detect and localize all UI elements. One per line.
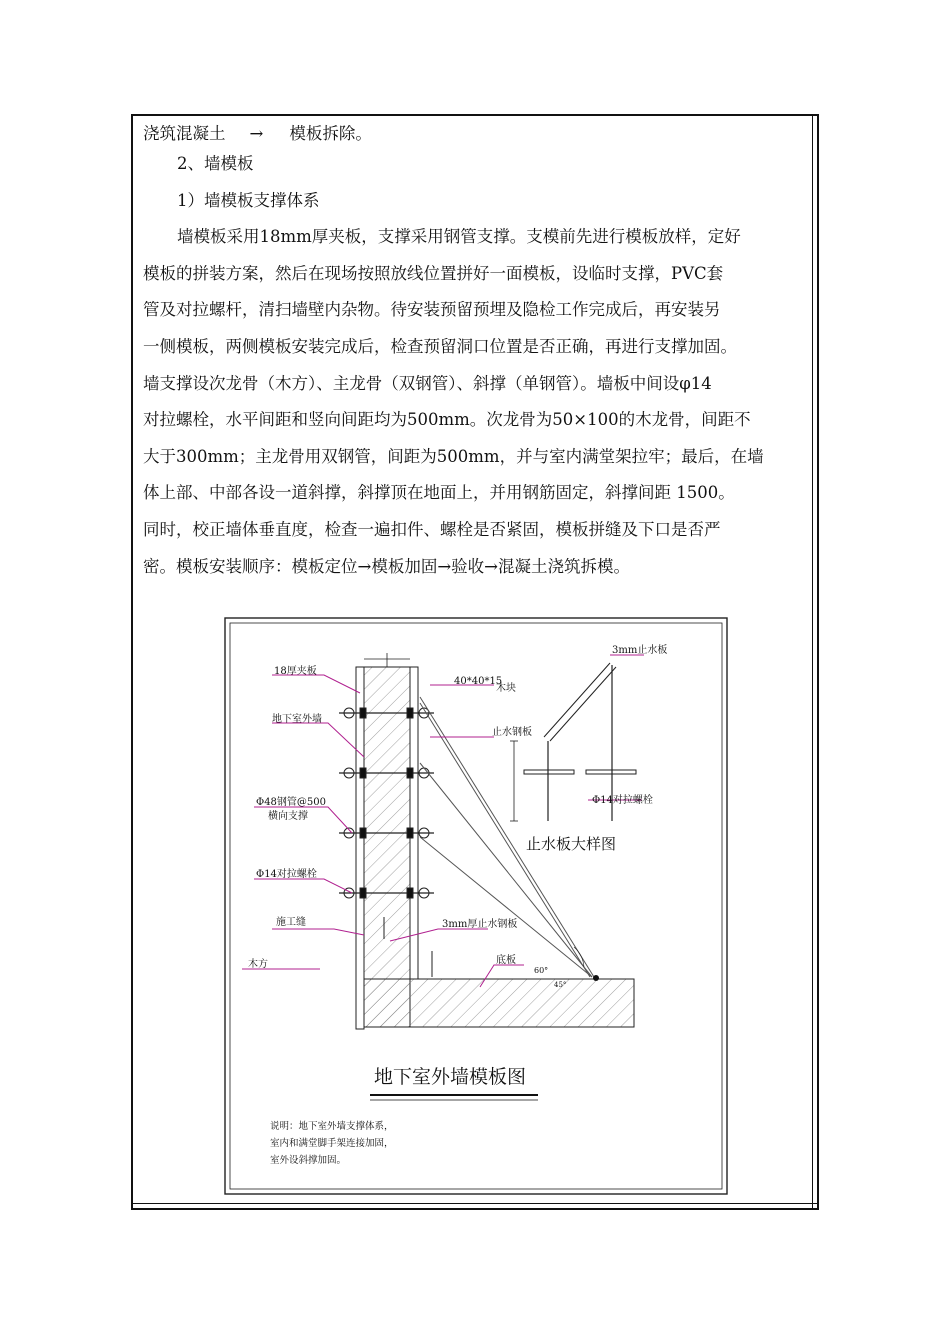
label-detail-waterstop: 3mm止水板: [612, 645, 668, 656]
drawing-outer-frame: [225, 618, 727, 1194]
note-line: 室内和满堂脚手架连接加固，: [270, 1138, 394, 1149]
paragraph-line: 密。模板安装顺序：模板定位→模板加固→验收→混凝土浇筑拆模。: [143, 556, 630, 576]
floor-slab: [364, 979, 634, 1027]
paragraph-line: 一侧模板，两侧模板安装完成后，检查预留洞口位置是否正确，再进行支撑加固。: [143, 336, 737, 356]
label-steel-pipe: Φ48钢管@500: [256, 797, 327, 808]
note-line: 室外设斜撑加固。: [270, 1155, 347, 1166]
drawing-inner-frame: [230, 623, 722, 1189]
drawing-title: 地下室外墙模板图: [374, 1066, 527, 1088]
label-basement-wall: 地下室外墙: [272, 714, 322, 725]
paragraph-line: 墙支撑设次龙骨（木方）、主龙骨（双钢管）、斜撑（单钢管）。墙板中间设φ14: [143, 373, 712, 393]
paragraph-line: 管及对拉螺杆，清扫墙壁内杂物。待安装预留预埋及隐检工作完成后，再安装另: [143, 300, 721, 320]
frame-inner-line-bottom: [133, 1203, 817, 1204]
label-waterstop-steel: 止水钢板: [492, 727, 532, 738]
label-wood-block-dim: 40*40*15: [454, 676, 503, 687]
paragraph-line: 墙模板采用18mm厚夹板，支撑采用钢管支撑。支模前先进行模板放样，定好: [177, 227, 741, 247]
wall-concrete: [364, 667, 410, 1027]
paragraph-line: 体上部、中部各设一道斜撑，斜撑顶在地面上，并用钢筋固定，斜撑间距 1500。: [143, 483, 735, 503]
label-angle-45: 45°: [554, 981, 567, 989]
label-waterstop-3mm: 3mm厚止水钢板: [442, 919, 518, 930]
subsection-heading: 1）墙模板支撑体系: [177, 190, 320, 210]
paragraph-line: 对拉螺栓，水平间距和竖向间距均为500mm。次龙骨为50×100的木龙骨，间距不: [143, 410, 751, 430]
paragraph-line: 同时，校正墙体垂直度，检查一遍扣件、螺栓是否紧固，模板拼缝及下口是否严: [143, 519, 721, 539]
label-construction-joint: 施工缝: [276, 917, 306, 928]
frame-inner-line-right: [812, 116, 813, 1208]
label-angle-60: 60°: [534, 966, 549, 975]
label-wood-block: 木块: [496, 683, 516, 694]
note-line: 说明：地下室外墙支撑体系，: [270, 1121, 394, 1132]
label-timber: 木方: [248, 959, 268, 970]
sequence-step-remove: 模板拆除。: [289, 124, 372, 143]
label-base-plate: 底板: [496, 955, 516, 966]
section-heading: 2、墙模板: [177, 154, 254, 173]
detail-title: 止水板大样图: [526, 835, 617, 853]
plywood-left: [356, 667, 364, 1029]
body-text: [143, 146, 811, 585]
formwork-drawing: [224, 617, 728, 1195]
paragraph-line: 大于300mm；主龙骨用双钢管，间距为500mm，并与室内满堂架拉牢；最后，在墙: [143, 446, 764, 466]
label-plywood: 18厚夹板: [274, 666, 317, 677]
sequence-step-pour: 浇筑混凝土: [143, 124, 226, 143]
sequence-arrow: →: [249, 124, 264, 143]
label-horizontal-support: 横向支撑: [268, 811, 308, 822]
paragraph-line: 模板的拼装方案，然后在现场按照放线位置拼好一面模板，设临时支撑，PVC套: [143, 263, 724, 283]
label-tie-bolt: Φ14对拉螺栓: [256, 869, 317, 880]
label-detail-tie-bolt: Φ14对拉螺栓: [592, 795, 653, 806]
